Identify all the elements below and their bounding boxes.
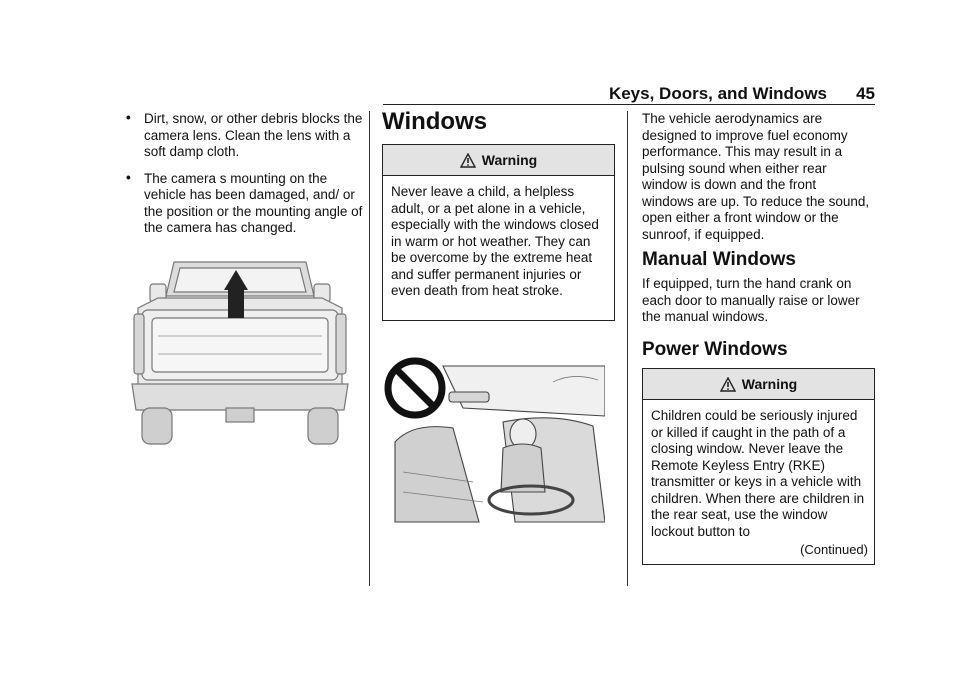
manual-windows-text: If equipped, turn the hand crank on each door to manually raise or lower the manual windows.: [642, 276, 860, 324]
header-rule: [383, 104, 875, 105]
page-header: [590, 82, 875, 106]
column-divider-left: [369, 111, 370, 586]
column-divider-right: [627, 111, 628, 586]
list-item: [126, 171, 366, 237]
prohibition-sign-icon: [388, 361, 442, 415]
warning-triangle-icon: [460, 153, 476, 168]
bullet-mark: •: [126, 110, 131, 125]
warning-header: [383, 145, 614, 176]
child-left-in-vehicle-illustration: [383, 352, 605, 526]
warning-label: Warning: [741, 376, 798, 392]
power-windows-heading: Power Windows: [642, 339, 788, 360]
bullet-text: The camera s mounting on the vehicle has been damaged, and/ or the position or the mounting angle of the camera has changed.: [144, 170, 363, 235]
warning-text: Children could be seriously injured or killed if caught in the path of a closing window. Never leave the Remote Keyless Entry (RKE) transmitter or keys in a vehicle with children. When there are children in the rear seat, use the window lockout button to: [651, 408, 865, 539]
bullet-list: [126, 111, 366, 247]
bullet-mark: •: [126, 169, 131, 185]
bullet-text: Dirt, snow, or other debris blocks the camera lens. Clean the lens with a soft damp cloth.: [144, 111, 363, 159]
windows-heading: Windows: [382, 108, 488, 135]
page-number: 45: [856, 84, 875, 103]
warning-text: Never leave a child, a helpless adult, or a pet alone in a vehicle, especially with the windows closed in warm or hot weather. They can be overcome by the extreme heat and suffer permanent injuries or even death from heat stroke.: [391, 184, 599, 298]
list-item: [126, 111, 366, 161]
continued-label: (Continued): [800, 542, 868, 557]
manual-windows-heading: Manual Windows: [642, 249, 796, 270]
warning-header: [643, 369, 874, 400]
aerodynamics-paragraph: The vehicle aerodynamics are designed to improve fuel economy performance. This may result in a pulsing sound when either rear window is down and the front windows are up. To reduce the sound, open either a front window or the sunroof, if equipped.: [642, 111, 870, 242]
warning-triangle-icon: [720, 377, 736, 392]
warning-box-power-windows: [642, 368, 875, 565]
warning-label: Warning: [481, 152, 538, 168]
truck-rear-camera-illustration: [128, 258, 352, 448]
warning-box-child-heat: [382, 144, 615, 321]
section-title: Keys, Doors, and Windows: [608, 84, 827, 103]
